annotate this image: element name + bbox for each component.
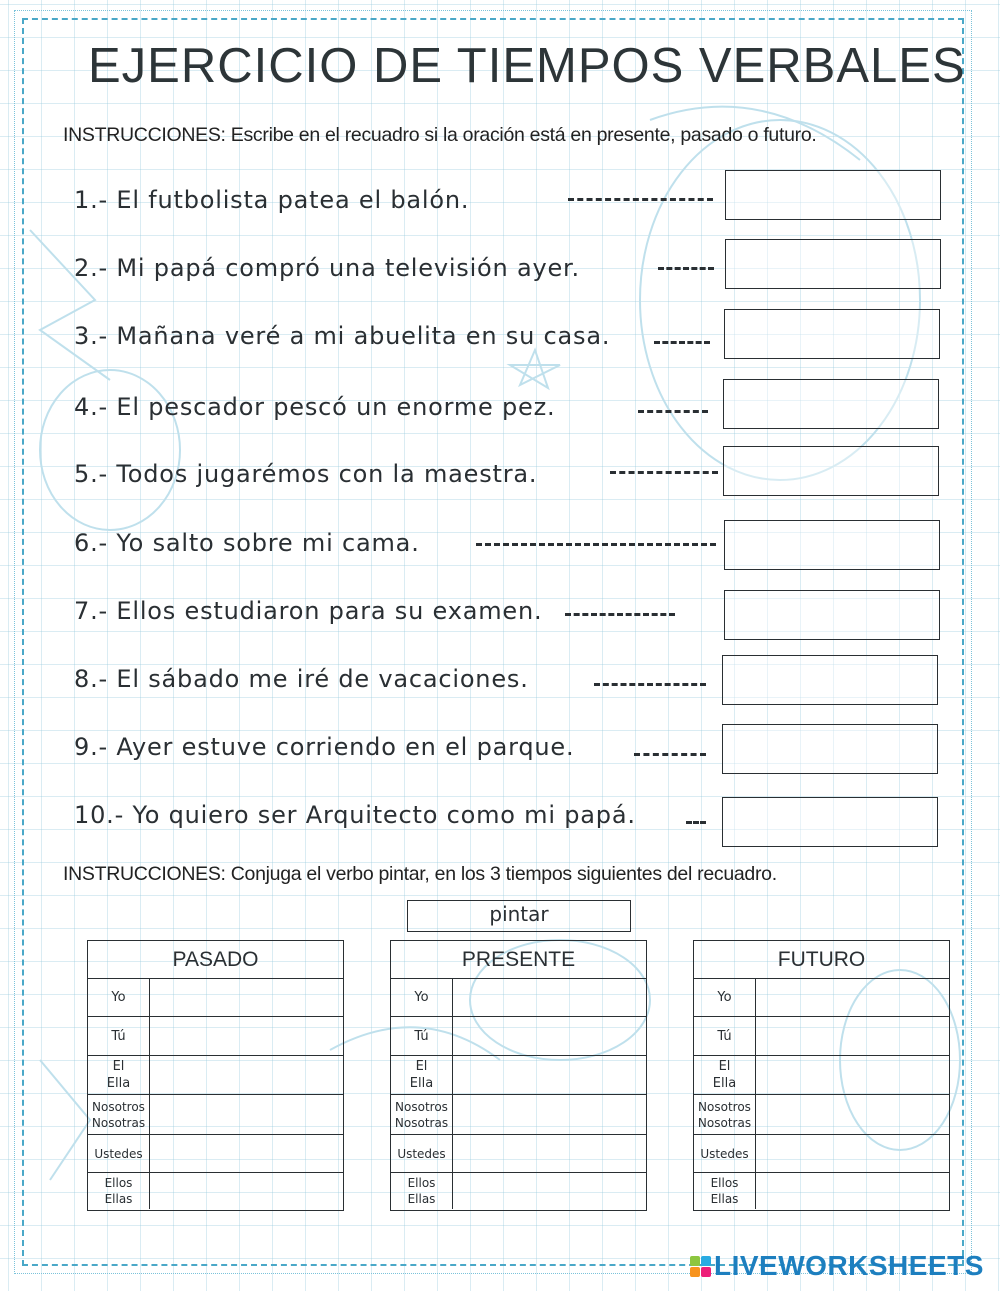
conjugation-input[interactable] [453, 979, 646, 1016]
conjugation-input[interactable] [453, 1173, 646, 1209]
tense-heading: FUTURO [694, 941, 949, 979]
conjugation-row [88, 1017, 343, 1056]
dashed-leader [638, 410, 708, 413]
conjugation-row [88, 1095, 343, 1135]
sentence-4: 4.- El pescador pescó un enorme pez. [74, 393, 556, 421]
conjugation-row [88, 1173, 343, 1209]
pronoun-label: Ellos Ellas [694, 1173, 756, 1209]
verb-box: pintar [407, 900, 631, 932]
conjugation-input[interactable] [756, 1095, 949, 1134]
conjugation-table-presente [390, 940, 647, 1211]
conjugation-row [694, 1173, 949, 1209]
conjugation-row [391, 1173, 646, 1209]
conjugation-row [694, 1135, 949, 1173]
pronoun-label: Tú [694, 1017, 756, 1055]
conjugation-input[interactable] [453, 1017, 646, 1055]
dashed-leader [658, 267, 714, 270]
conjugation-input[interactable] [150, 979, 343, 1016]
conjugation-row [88, 1056, 343, 1095]
answer-box-8[interactable] [722, 655, 938, 705]
sentence-7: 7.- Ellos estudiaron para su examen. [74, 597, 543, 625]
liveworksheets-logo [690, 1250, 984, 1282]
conjugation-input[interactable] [453, 1056, 646, 1094]
pronoun-label: Tú [391, 1017, 453, 1055]
answer-box-5[interactable] [723, 446, 939, 496]
conjugation-row [694, 1056, 949, 1095]
pronoun-label: Nosotros Nosotras [694, 1095, 756, 1134]
tense-heading: PASADO [88, 941, 343, 979]
conjugation-input[interactable] [150, 1135, 343, 1172]
pronoun-label: Yo [694, 979, 756, 1016]
pronoun-label: Ustedes [391, 1135, 453, 1172]
answer-box-3[interactable] [724, 309, 940, 359]
answer-box-9[interactable] [722, 724, 938, 774]
pronoun-label: El Ella [694, 1056, 756, 1094]
pronoun-label: Nosotros Nosotras [88, 1095, 150, 1134]
answer-box-7[interactable] [724, 590, 940, 640]
pronoun-label: El Ella [391, 1056, 453, 1094]
pronoun-label: Nosotros Nosotras [391, 1095, 453, 1134]
conjugation-row [88, 979, 343, 1017]
conjugation-input[interactable] [150, 1173, 343, 1209]
conjugation-input[interactable] [756, 979, 949, 1016]
dashed-leader [476, 543, 716, 546]
answer-box-6[interactable] [724, 520, 940, 570]
conjugation-input[interactable] [756, 1173, 949, 1209]
pronoun-label: Yo [88, 979, 150, 1016]
conjugation-row [88, 1135, 343, 1173]
conjugation-row [694, 979, 949, 1017]
conjugation-table-pasado [87, 940, 344, 1211]
dashed-leader [568, 198, 713, 201]
dashed-leader [594, 683, 706, 686]
conjugation-row [694, 1095, 949, 1135]
dashed-leader [686, 821, 706, 824]
dashed-leader [654, 341, 710, 344]
conjugation-row [391, 979, 646, 1017]
answer-box-4[interactable] [723, 379, 939, 429]
pronoun-label: Tú [88, 1017, 150, 1055]
sentence-6: 6.- Yo salto sobre mi cama. [74, 529, 420, 557]
conjugation-row [391, 1056, 646, 1095]
pronoun-label: Ustedes [694, 1135, 756, 1172]
pronoun-label: El Ella [88, 1056, 150, 1094]
pronoun-label: Yo [391, 979, 453, 1016]
sentence-3: 3.- Mañana veré a mi abuelita en su casa. [74, 322, 611, 350]
instructions-1: INSTRUCCIONES: Escribe en el recuadro si la oración está en presente, pasado o futuro. [63, 124, 817, 146]
dashed-leader [610, 471, 718, 474]
instructions-2: INSTRUCCIONES: Conjuga el verbo pintar, en los 3 tiempos siguientes del recuadro. [63, 863, 777, 885]
pronoun-label: Ellos Ellas [88, 1173, 150, 1209]
answer-box-1[interactable] [725, 170, 941, 220]
answer-box-2[interactable] [725, 239, 941, 289]
logo-icon [690, 1256, 711, 1277]
conjugation-input[interactable] [150, 1017, 343, 1055]
conjugation-input[interactable] [150, 1095, 343, 1134]
conjugation-row [391, 1095, 646, 1135]
sentence-5: 5.- Todos jugarémos con la maestra. [74, 460, 538, 488]
conjugation-table-futuro [693, 940, 950, 1211]
conjugation-row [694, 1017, 949, 1056]
conjugation-input[interactable] [756, 1135, 949, 1172]
conjugation-input[interactable] [756, 1017, 949, 1055]
sentence-9: 9.- Ayer estuve corriendo en el parque. [74, 733, 575, 761]
pronoun-label: Ustedes [88, 1135, 150, 1172]
conjugation-row [391, 1017, 646, 1056]
conjugation-input[interactable] [756, 1056, 949, 1094]
sentence-1: 1.- El futbolista patea el balón. [74, 186, 470, 214]
conjugation-input[interactable] [453, 1135, 646, 1172]
sentence-2: 2.- Mi papá compró una televisión ayer. [74, 254, 580, 282]
dashed-leader [634, 753, 706, 756]
conjugation-row [391, 1135, 646, 1173]
conjugation-input[interactable] [150, 1056, 343, 1094]
conjugation-input[interactable] [453, 1095, 646, 1134]
sentence-10: 10.- Yo quiero ser Arquitecto como mi papá. [74, 801, 636, 829]
sentence-8: 8.- El sábado me iré de vacaciones. [74, 665, 529, 693]
page-title: EJERCICIO DE TIEMPOS VERBALES [88, 39, 966, 93]
tense-heading: PRESENTE [391, 941, 646, 979]
dashed-leader [565, 613, 675, 616]
answer-box-10[interactable] [722, 797, 938, 847]
brand-name: LIVEWORKSHEETS [714, 1250, 984, 1281]
pronoun-label: Ellos Ellas [391, 1173, 453, 1209]
